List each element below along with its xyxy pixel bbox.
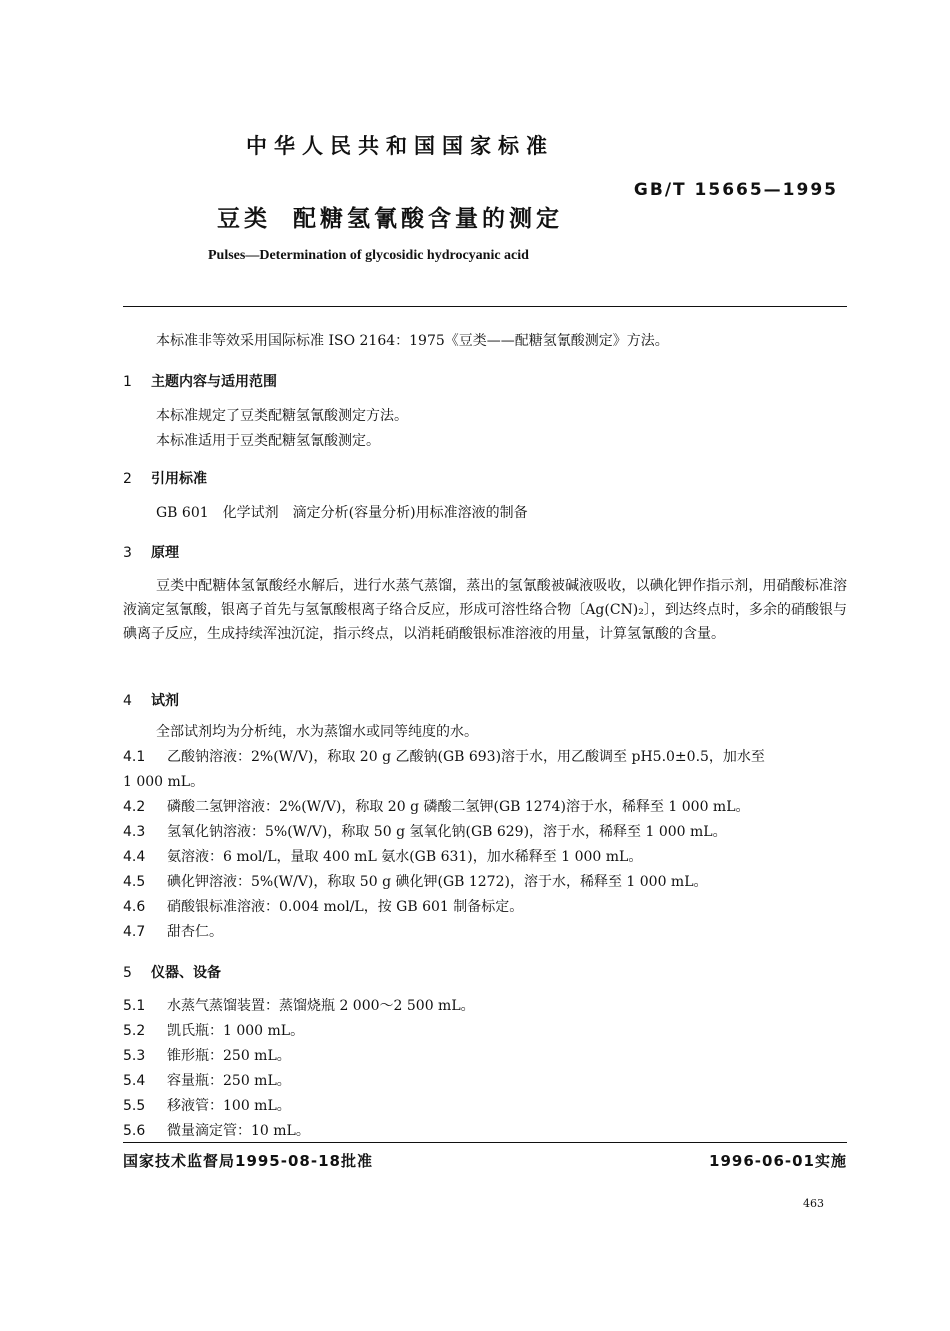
item-text: 移液管：100 mL。 [167,1098,291,1114]
item-text: 氨溶液：6 mol/L，量取 400 mL 氨水(GB 631)，加水稀释至 1 000 mL。 [167,849,643,865]
standard-number: GB/T 15665—1995 [633,180,838,200]
equipment-item [123,1122,310,1140]
reagent-item [123,823,727,841]
equipment-item [123,1097,291,1115]
title-part-2: 配糖氢氰酸含量的测定 [293,206,563,232]
item-number: 4.4 [123,849,146,865]
item-number: 4.1 [123,749,146,765]
english-title: Pulses—Determination of glycosidic hydrocyanic acid [208,248,529,263]
section-4-lead: 全部试剂均为分析纯，水为蒸馏水或同等纯度的水。 [156,724,478,740]
section-3-number: 3 [123,545,132,561]
item-text: 硝酸银标准溶液：0.004 mol/L，按 GB 601 制备标定。 [167,899,524,915]
section-5-number: 5 [123,965,132,981]
section-1-title: 主题内容与适用范围 [151,374,277,390]
section-1-heading [123,371,277,391]
reagent-item [123,923,223,941]
section-5-heading [123,962,221,982]
item-number: 5.5 [123,1098,146,1114]
item-number: 5.2 [123,1023,146,1039]
approval-date: 国家技术监督局1995-08-18批准 [123,1152,373,1170]
item-text: 氢氧化钠溶液：5%(W/V)，称取 50 g 氢氧化钠(GB 629)，溶于水，稀释至 1 000 mL。 [167,824,727,840]
reagent-item [123,898,523,916]
item-text: 磷酸二氢钾溶液：2%(W/V)，称取 20 g 磷酸二氢钾(GB 1274)溶于水，稀释至 1 000 mL。 [167,799,750,815]
item-number: 5.1 [123,998,146,1014]
section-2-line-1: GB 601 化学试剂 滴定分析(容量分析)用标准溶液的制备 [156,505,528,521]
section-3-heading [123,542,179,562]
section-4-heading [123,690,179,710]
item-continuation: 1 000 mL。 [123,774,205,790]
item-text: 容量瓶：250 mL。 [167,1073,291,1089]
item-number: 4.7 [123,924,146,940]
item-text: 凯氏瓶：1 000 mL。 [167,1023,305,1039]
reagent-item [123,873,708,891]
section-1-number: 1 [123,374,132,390]
item-number: 4.2 [123,799,146,815]
item-text: 微量滴定管：10 mL。 [167,1123,310,1139]
item-number: 5.3 [123,1048,146,1064]
reagent-item [123,748,765,766]
section-3-paragraph: 豆类中配糖体氢氰酸经水解后，进行水蒸气蒸馏，蒸出的氢氰酸被碱液吸收，以碘化钾作指示剂，用硝酸标准溶液滴定氢氰酸，银离子首先与氢氰酸根离子络合反应，形成可溶性络合物〔Ag(CN)₂〕，到达终点时，多余的硝酸银与碘离子反应，生成持续浑浊沉淀，指示终点，以消耗硝酸银标准溶液的用量，计算氢氰酸的含量。 [123,578,847,642]
item-number: 4.6 [123,899,146,915]
reagent-item [123,848,642,866]
section-2-heading [123,468,207,488]
item-text: 锥形瓶：250 mL。 [167,1048,291,1064]
item-text: 甜杏仁。 [167,924,223,940]
reagent-item [123,798,750,816]
section-1-line-1: 本标准规定了豆类配糖氢氰酸测定方法。 [156,408,408,424]
page-number: 463 [803,1197,824,1210]
item-number: 5.6 [123,1123,146,1139]
intro-text: 本标准非等效采用国际标准 ISO 2164：1975《豆类——配糖氢氰酸测定》方法。 [156,333,669,349]
item-text: 碘化钾溶液：5%(W/V)，称取 50 g 碘化钾(GB 1272)，溶于水，稀释至 1 000 mL。 [167,874,708,890]
item-text: 乙酸钠溶液：2%(W/V)，称取 20 g 乙酸钠(GB 693)溶于水，用乙酸调至 pH5.0±0.5，加水至 [167,749,765,765]
section-3-title: 原理 [151,545,179,561]
section-1-line-2: 本标准适用于豆类配糖氢氰酸测定。 [156,433,380,449]
item-number: 5.4 [123,1073,146,1089]
section-4-number: 4 [123,693,132,709]
effective-date: 1996-06-01实施 [709,1152,847,1170]
section-2-number: 2 [123,471,132,487]
section-4-title: 试剂 [151,693,179,709]
document-title [217,200,563,233]
equipment-item [123,1047,291,1065]
section-5-title: 仪器、设备 [151,965,221,981]
item-text: 水蒸气蒸馏装置：蒸馏烧瓶 2 000～2 500 mL。 [167,998,475,1014]
equipment-item [123,1072,291,1090]
footer-divider [123,1142,847,1143]
item-number: 4.3 [123,824,146,840]
header-divider [123,306,847,307]
section-2-title: 引用标准 [151,471,207,487]
standard-heading: 中华人民共和国国家标准 [246,134,554,158]
equipment-item [123,997,475,1015]
title-part-1: 豆类 [217,206,271,232]
item-number: 4.5 [123,874,146,890]
equipment-item [123,1022,304,1040]
